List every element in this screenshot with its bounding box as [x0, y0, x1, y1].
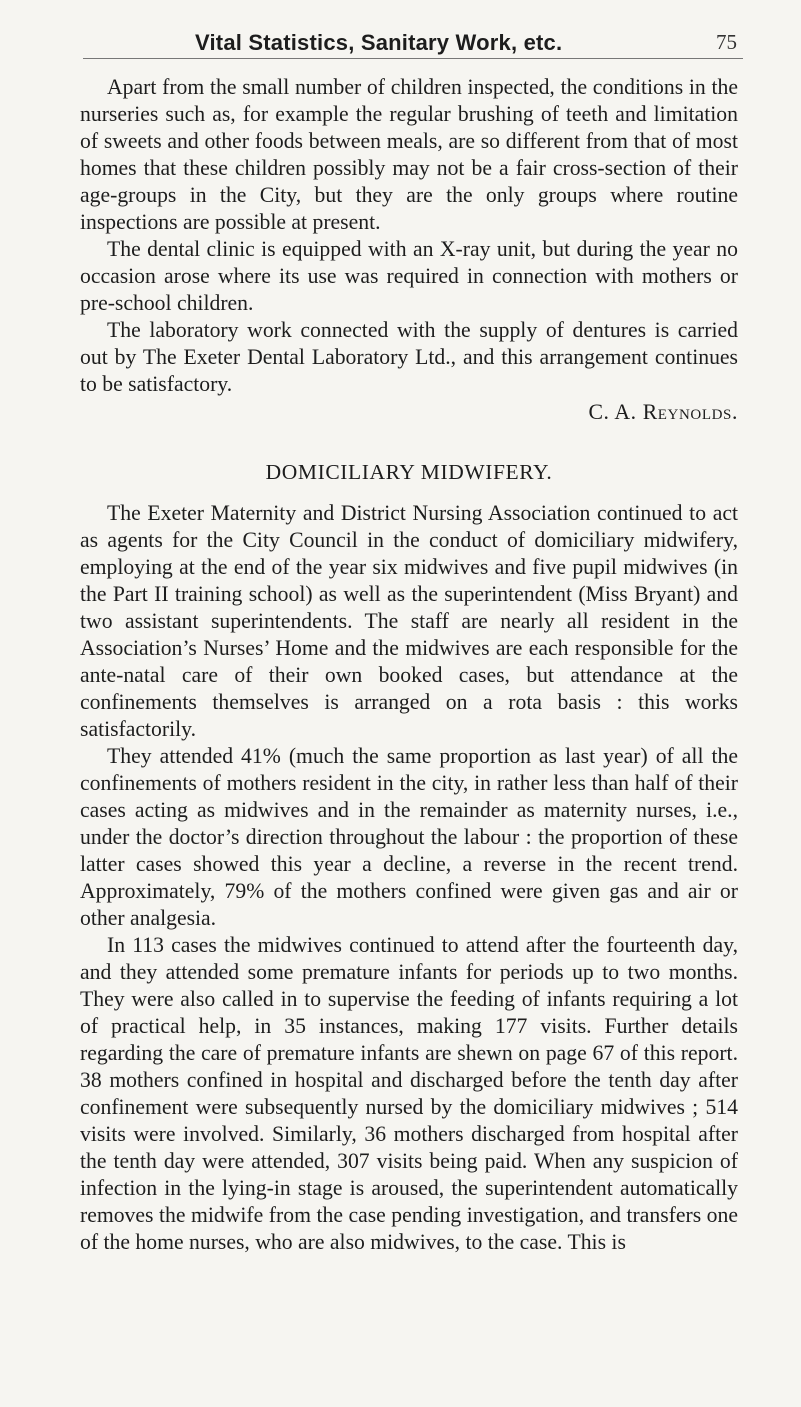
- page-number: 75: [716, 30, 737, 54]
- running-title: Vital Statistics, Sanitary Work, etc.: [195, 30, 563, 55]
- running-header: [83, 28, 743, 59]
- author-signature: C. A. Reynolds.: [588, 400, 738, 424]
- body-text: [80, 74, 738, 1256]
- paragraph-confinements: They attended 41% (much the same proportion as last year) of all the confinements of mothers resident in the city, in rather less than half of their cases acting as midwives and in the remainder as maternity nurses, i.e., under the doctor’s direction throughout the labour : the proportion of these latter cases showed this year a decline, a reverse in the recent trend. Approximately, 79% of the mothers confined were given gas and air or other analgesia.: [80, 744, 738, 930]
- paragraph-nursery-conditions: Apart from the small number of children inspected, the conditions in the nurseries such as, for example the regular brushing of teeth and limitation of sweets and other foods between meals, are so different from that of most homes that these children possibly may not be a fair cross-section of their age-groups in the City, but they are the only groups where routine inspections are possible at present.: [80, 75, 738, 234]
- paragraph-aftercare: In 113 cases the midwives continued to attend after the fourteenth day, and they attended some premature infants for periods up to two months. They were also called in to supervise the feeding of infants requiring a lot of practical help, in 35 instances, making 177 visits. Further details regarding the care of premature infants are shewn on page 67 of this report. 38 mothers confined in hospital and discharged before the tenth day after confinement were subsequently nursed by the domiciliary midwives ; 514 visits were involved. Similarly, 36 mothers discharged from hospital after the tenth day were attended, 307 visits being paid. When any suspicion of infection in the lying-in stage is aroused, the superintendent automatically removes the midwife from the case pending investigation, and transfers one of the home nurses, who are also midwives, to the case. This is: [80, 933, 738, 1254]
- section-heading: DOMICILIARY MIDWIFERY.: [265, 460, 553, 484]
- paragraph-nursing-association: The Exeter Maternity and District Nursing Association continued to act as agents for the City Council in the conduct of domiciliary midwifery, employing at the end of the year six midwives and five pupil midwives (in the Part II training school) as well as the superintendent (Miss Bryant) and two assistant superintendents. The staff are nearly all resident in the Association’s Nurses’ Home and the midwives are each responsible for the ante-natal care of their own booked cases, but attendance at the confinements themselves is arranged on a rota basis : this works satisfactorily.: [80, 501, 738, 741]
- paragraph-dental-clinic: The dental clinic is equipped with an X-ray unit, but during the year no occasion arose where its use was required in connection with mothers or pre-school children.: [80, 237, 738, 315]
- paragraph-laboratory-work: The laboratory work connected with the supply of dentures is carried out by The Exeter Dental Laboratory Ltd., and this arrangement continues to be satisfactory.: [80, 318, 738, 396]
